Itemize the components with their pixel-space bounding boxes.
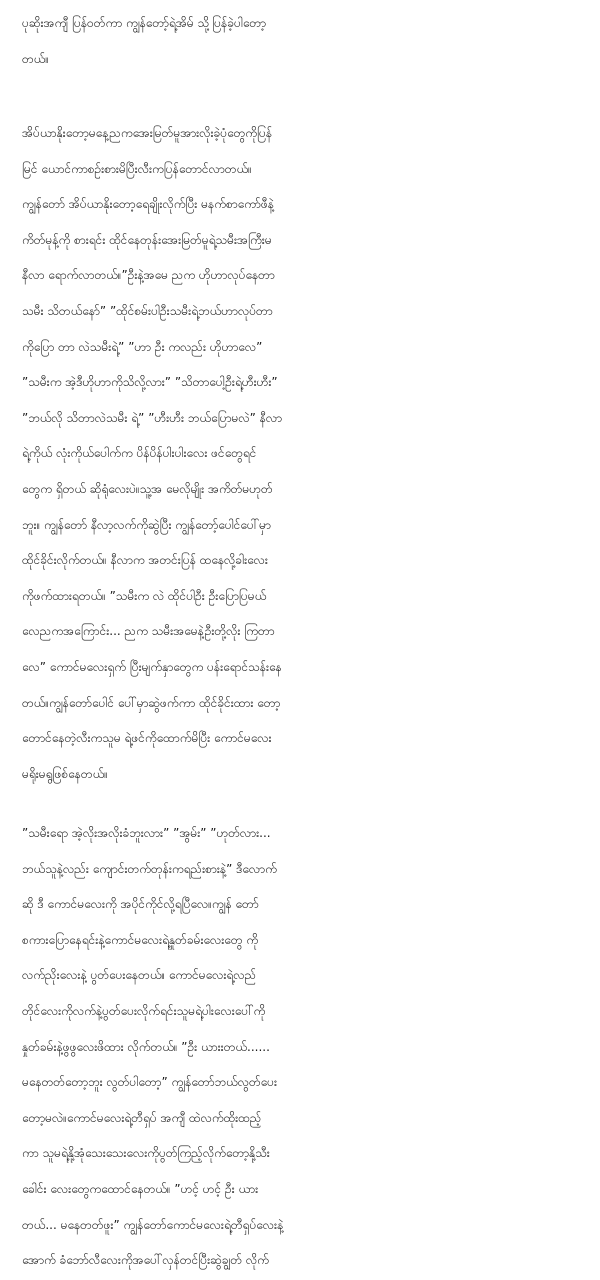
- paragraph-3: [22, 816, 590, 1279]
- text-line: အောက် ခံဘော်လီလေးကိုအပေါ်လှန်တင်ပြီးဆွဲချွတ် လိုက်: [22, 1253, 269, 1268]
- text-line: ခေါင်း လေးတွေကထောင်နေတယ်။ ”ဟင့် ဟင့် ဦး ယား: [22, 1181, 259, 1196]
- text-line: တောင်နေတဲ့လီးကသူမ ရဲ့ဖင်ကိုထောက်မိပြီး ကောင်မလေး: [22, 731, 272, 746]
- text-line: တော့မလဲ။ကောင်မလေးရဲ့တီရှပ် အကျီ ထဲလက်ထိုးထည့်: [22, 1110, 262, 1125]
- text-line: ဘူး။ ကျွန်တော် နီလာ့လက်ကိုဆွဲပြီး ကျွန်တော့်ပေါင်ပေါ်မှာ: [22, 517, 271, 532]
- text-line: တယ်... မနေတတ်ဖူး” ကျွန်တော်ကောင်မလေးရဲ့တီရှပ်လေးနဲ့: [22, 1217, 284, 1232]
- text-line: တိုင်လေးကိုလက်နဲ့ပွတ်ပေးလိုက်ရင်းသူမရဲ့ပါးလေးပေါ်ကို: [22, 1003, 266, 1018]
- text-line: လေ” ကောင်မလေးရှက် ပြီးမျက်နှာတွေက ပန်းရောင်သန်းနေ: [22, 659, 282, 674]
- text-line: နှုတ်ခမ်းနဲ့ဖွဖွလေးဖိထား လိုက်တယ်။ ”ဦး ယားးတယ်......: [22, 1039, 270, 1054]
- text-line: ”သမီးရော အဲ့လိုးအလိုးခံဘူးလား” ”အွမ်း” ”ဟုတ်လား...: [22, 826, 271, 840]
- text-line: တွေက ရှိတယ် ဆိုရုံလေးပဲ။သူ့အ မေလိုမျိုး အကိတ်မဟုတ်: [22, 481, 273, 496]
- text-line: ကျွန်တော် အိပ်ယာနိုးတော့ရေချိုးလိုက်ပြီး မနက်စာကော်ဖီနဲ့: [22, 197, 274, 212]
- text-line: နီလာ ရောက်လာတယ်။”ဦးနဲ့အမေ ညက ဟိုဟာလုပ်နေတာ: [22, 268, 275, 283]
- text-line: အိပ်ယာနိုးတော့မနေ့ညကအေးမြတ်မူအားလိုးခဲ့ပုံတွေကိုပြန်: [22, 126, 273, 140]
- text-line: သမီး သိတယ်နော်” ”ထိုင်စမ်းပါဦးသမီးရဲ့ဘယ်ဟာလုပ်တာ: [22, 303, 273, 318]
- text-line: ကိုဖက်ထားရတယ်။ ”သမီးက လဲ ထိုင်ပါဦး ဦးပြောပြမယ်: [22, 588, 267, 603]
- text-line: လေညကအကြောင်း... ညက သမီးအမေနဲ့ဦးတို့လိုး ကြတာ: [22, 624, 275, 639]
- paragraph-2: [22, 116, 590, 792]
- text-line: လက်ညိုးလေးနဲ့ ပွတ်ပေးနေတယ်။ ကောင်မလေးရဲ့လည်: [22, 968, 257, 983]
- text-line: ဆို ဒီ ကောင်မလေးကို အပိုင်ကိုင်လို့ရပြီလေ။ကျွန် တော်: [22, 897, 259, 912]
- text-line: ”သမီးက အဲ့ဒီဟိုဟာကိုသိလို့လား” ”သိတာပေါ့ဦးရဲ့ဟီးဟီး”: [22, 375, 278, 390]
- text-line: မရိုးမရွဖြစ်နေတယ်။: [22, 766, 108, 781]
- text-line: ပုဆိုးအကျီ ပြန်ဝတ်ကာ ကျွန်တော့်ရဲ့အိမ် သို့ပြန်ခဲ့ပါတော့: [22, 16, 267, 30]
- text-line: ကာ သူမရဲ့နို့အုံသေးသေးလေးကိုပွတ်ကြည့်လိုက်တော့နို့သီး: [22, 1146, 270, 1161]
- text-line: တယ်။ကျွန်တော်ပေါင် ပေါ်မှာဆွဲဖက်ကာ ထိုင်ခိုင်းထား တော့: [22, 695, 281, 710]
- text-line: ကိတ်မုန့်ကို စားရင်း ထိုင်နေတုန်းအေးမြတ်မူရဲ့သမီးအကြီးမ: [22, 232, 272, 247]
- text-line: ရဲ့ကိုယ် လုံးကိုယ်ပေါက်က ပိန်ပိန်ပါးပါးလေး ဖင်တွေရင်: [22, 446, 257, 461]
- text-line: စကားပြောနေရင်းနဲ့ကောင်မလေးရဲ့နှုတ်ခမ်းလေးတွေ ကို: [22, 932, 259, 947]
- text-line: ဘယ်သူနဲ့လည်း ကျောင်းတက်တုန်းကရည်းစားနဲ့” ဒီလောက်: [22, 861, 277, 876]
- text-line: ကိုပြော တာ လဲသမီးရဲ့” ”ဟာ ဦး ကလည်း ဟိုဟာလေ”: [22, 339, 263, 354]
- text-line: မနေတတ်တော့ဘူး လွတ်ပါတော့” ကျွန်တော်ဘယ်လွတ်ပေး: [22, 1075, 278, 1090]
- paragraph-1: [22, 6, 590, 77]
- text-line: မြင် ယောင်ကာစဉ်းစားမိပြီးလီးကပြန်တောင်လာတယ်။: [22, 161, 252, 176]
- text-line: တယ်။: [22, 51, 49, 66]
- text-line: ထိုင်ခိုင်းလိုက်တယ်။ နီလာက အတင်းပြန် ထနေလို့ခါးလေး: [22, 553, 268, 568]
- text-line: ”ဘယ်လို သိတာလဲသမီး ရဲ့” ”ဟီးဟီး ဘယ်ပြောမလဲ” နီလာ: [22, 410, 283, 425]
